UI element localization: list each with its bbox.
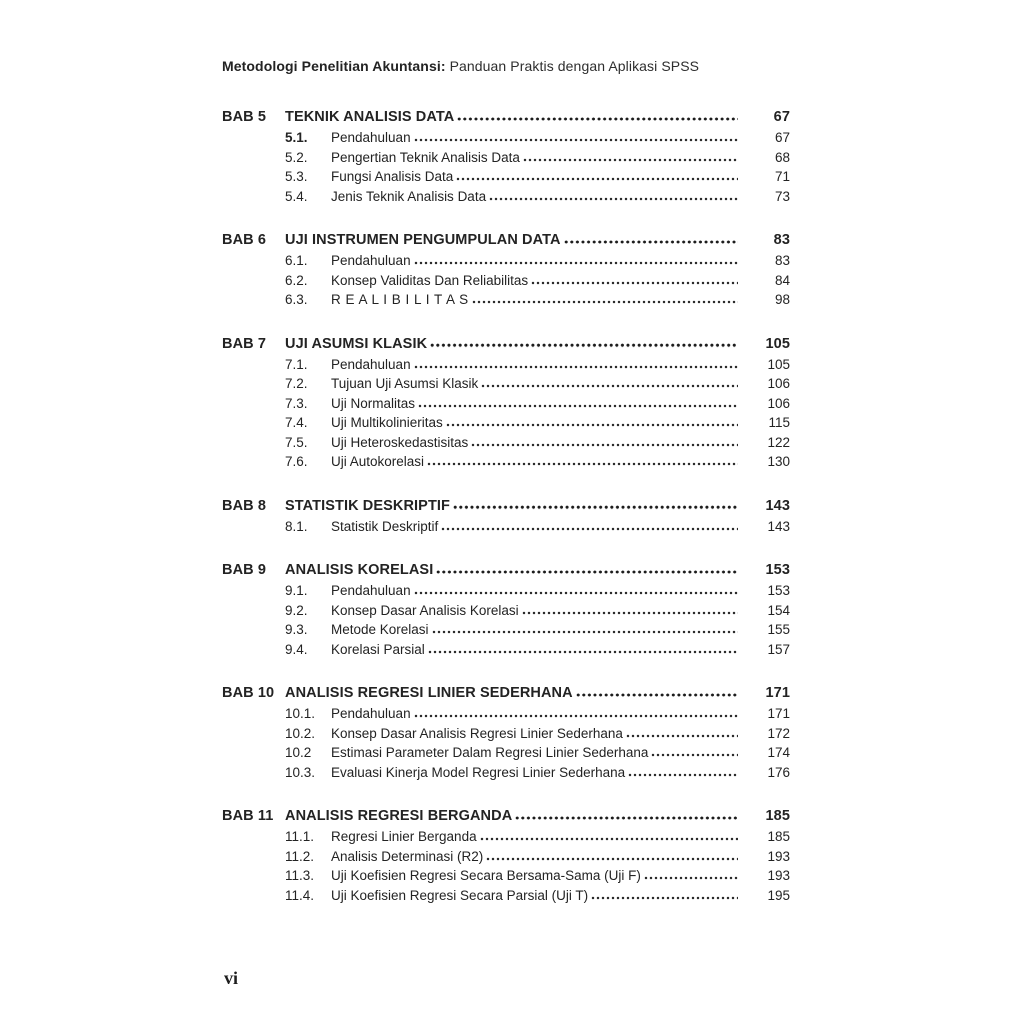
chapter-title: UJI ASUMSI KLASIK xyxy=(285,335,428,352)
table-of-contents xyxy=(222,106,790,905)
entry-title: Fungsi Analisis Data xyxy=(331,169,454,184)
entry-page-number: 122 xyxy=(767,434,790,450)
entry-title: Uji Multikolinieritas xyxy=(331,415,443,430)
dot-leader xyxy=(430,343,738,347)
toc-entry-row xyxy=(222,827,790,847)
book-subtitle: Panduan Praktis dengan Aplikasi SPSS xyxy=(445,58,700,74)
entry-number: 10.1. xyxy=(285,706,316,721)
toc-entry-row xyxy=(222,128,790,148)
entry-number: 5.3. xyxy=(285,169,308,184)
toc-entry-row xyxy=(222,763,790,783)
entry-number: 11.2. xyxy=(285,848,315,864)
page-number: vi xyxy=(224,968,239,988)
chapter-label: BAB 7 xyxy=(222,335,267,352)
entry-page-number: 172 xyxy=(767,725,790,741)
chapter-title: ANALISIS KORELASI xyxy=(285,562,434,578)
entry-title: Metode Korelasi xyxy=(331,622,429,637)
dot-leader xyxy=(414,714,738,718)
dot-leader xyxy=(436,570,738,574)
chapter-page-number: 67 xyxy=(773,109,790,125)
entry-title: Jenis Teknik Analisis Data xyxy=(331,188,487,204)
toc-entry-row xyxy=(222,433,790,453)
chapter-title: UJI INSTRUMEN PENGUMPULAN DATA xyxy=(285,232,561,248)
dot-leader xyxy=(523,158,738,162)
toc-chapter-row xyxy=(222,495,790,517)
toc-entry-row xyxy=(222,620,790,640)
dot-leader xyxy=(626,734,738,738)
dot-leader xyxy=(418,404,738,408)
entry-page-number: 68 xyxy=(774,149,790,165)
dot-leader xyxy=(651,753,738,757)
chapter-page-number: 143 xyxy=(765,497,790,514)
entry-title: Korelasi Parsial xyxy=(331,641,425,657)
entry-number: 8.1. xyxy=(285,518,308,534)
dot-leader xyxy=(414,261,738,265)
toc-entry-row xyxy=(222,251,790,271)
toc-entry-row xyxy=(222,847,790,867)
toc-entry-row xyxy=(222,640,790,660)
toc-entry-row xyxy=(222,394,790,414)
toc-chapter-row xyxy=(222,333,790,355)
dot-leader xyxy=(489,197,738,201)
entry-page-number: 106 xyxy=(767,376,790,391)
entry-number: 6.2. xyxy=(285,272,308,288)
entry-page-number: 176 xyxy=(767,764,790,780)
toc-chapter xyxy=(222,333,790,472)
chapter-label: BAB 9 xyxy=(222,562,267,578)
entry-number: 7.2. xyxy=(285,376,308,391)
entry-title: Analisis Determinasi (R2) xyxy=(331,848,484,864)
entry-number: 7.4. xyxy=(285,415,308,430)
entry-number: 7.1. xyxy=(285,356,308,372)
entry-number: 6.1. xyxy=(285,253,308,268)
entry-number: 10.2. xyxy=(285,725,316,741)
entry-page-number: 67 xyxy=(774,130,790,145)
chapter-title: ANALISIS REGRESI BERGANDA xyxy=(285,808,513,824)
chapter-label: BAB 5 xyxy=(222,109,267,125)
toc-entry-row xyxy=(222,517,790,537)
entry-page-number: 155 xyxy=(767,622,790,637)
chapter-page-number: 185 xyxy=(765,808,790,824)
toc-entry-row xyxy=(222,581,790,601)
toc-entry-row xyxy=(222,866,790,886)
entry-title: Uji Autokorelasi xyxy=(331,454,425,469)
entry-page-number: 195 xyxy=(767,887,790,903)
entry-page-number: 83 xyxy=(774,253,790,268)
entry-number: 9.3. xyxy=(285,622,308,637)
dot-leader xyxy=(564,240,738,244)
entry-title: Uji Koefisien Regresi Secara Parsial (Uji T) xyxy=(331,887,589,903)
entry-title: Pendahuluan xyxy=(331,583,411,598)
entry-number: 10.2 xyxy=(285,745,312,760)
toc-entry-row xyxy=(222,355,790,375)
entry-page-number: 84 xyxy=(774,272,790,288)
dot-leader xyxy=(441,527,738,531)
entry-title: Uji Normalitas xyxy=(331,395,416,411)
entry-page-number: 157 xyxy=(767,641,790,657)
dot-leader xyxy=(591,896,738,900)
toc-chapter xyxy=(222,682,790,782)
entry-title: Uji Koefisien Regresi Secara Bersama-Sama (Uji F) xyxy=(331,868,641,883)
entry-number: 9.4. xyxy=(285,641,308,657)
toc-entry-row xyxy=(222,167,790,187)
entry-page-number: 98 xyxy=(774,292,790,307)
entry-number: 7.6. xyxy=(285,454,308,469)
toc-chapter xyxy=(222,495,790,537)
chapter-title: TEKNIK ANALISIS DATA xyxy=(285,109,455,125)
entry-number: 5.2. xyxy=(285,149,308,165)
toc-chapter xyxy=(222,805,790,905)
dot-leader xyxy=(628,773,738,777)
entry-page-number: 185 xyxy=(767,829,790,844)
running-header xyxy=(222,58,699,74)
toc-entry-row xyxy=(222,601,790,621)
entry-page-number: 73 xyxy=(774,188,790,204)
dot-leader xyxy=(486,857,738,861)
dot-leader xyxy=(522,611,738,615)
entry-title: Konsep Dasar Analisis Regresi Linier Sederhana xyxy=(331,725,623,741)
entry-page-number: 193 xyxy=(767,868,790,883)
dot-leader xyxy=(472,300,738,304)
dot-leader xyxy=(480,837,738,841)
dot-leader xyxy=(515,816,738,820)
dot-leader xyxy=(428,650,738,654)
toc-entry-row xyxy=(222,271,790,291)
dot-leader xyxy=(481,384,738,388)
toc-chapter-row xyxy=(222,805,790,827)
entry-page-number: 174 xyxy=(767,745,790,760)
chapter-label: BAB 10 xyxy=(222,685,275,701)
chapter-page-number: 153 xyxy=(765,562,790,578)
entry-title: Pendahuluan xyxy=(331,253,411,268)
toc-entry-row xyxy=(222,187,790,207)
entry-title: Evaluasi Kinerja Model Regresi Linier Sederhana xyxy=(331,764,626,780)
entry-title: Konsep Validitas Dan Reliabilitas xyxy=(331,272,529,288)
entry-title: Uji Heteroskedastisitas xyxy=(331,434,469,450)
entry-number: 5.4. xyxy=(285,188,308,204)
toc-entry-row xyxy=(222,886,790,906)
chapter-page-number: 105 xyxy=(765,335,790,352)
dot-leader xyxy=(644,876,738,880)
toc-chapter xyxy=(222,229,790,310)
dot-leader xyxy=(446,423,738,427)
chapter-page-number: 171 xyxy=(765,685,790,701)
dot-leader xyxy=(456,177,738,181)
entry-number: 11.1. xyxy=(285,829,315,844)
entry-title: R E A L I B I L I T A S xyxy=(331,292,469,307)
dot-leader xyxy=(414,591,738,595)
entry-number: 10.3. xyxy=(285,764,316,780)
entry-number: 9.1. xyxy=(285,583,308,598)
dot-leader xyxy=(576,693,738,697)
toc-entry-row xyxy=(222,148,790,168)
entry-number: 7.5. xyxy=(285,434,308,450)
dot-leader xyxy=(414,138,738,142)
chapter-page-number: 83 xyxy=(773,232,790,248)
entry-number: 9.2. xyxy=(285,602,308,618)
entry-title: Estimasi Parameter Dalam Regresi Linier Sederhana xyxy=(331,745,649,760)
toc-chapter-row xyxy=(222,229,790,251)
toc-entry-row xyxy=(222,704,790,724)
toc-chapter-row xyxy=(222,682,790,704)
entry-page-number: 115 xyxy=(768,415,790,430)
chapter-title: ANALISIS REGRESI LINIER SEDERHANA xyxy=(285,685,573,701)
dot-leader xyxy=(453,505,738,509)
dot-leader xyxy=(457,117,738,121)
book-title: Metodologi Penelitian Akuntansi: xyxy=(222,58,446,74)
entry-title: Tujuan Uji Asumsi Klasik xyxy=(331,376,479,391)
entry-number: 11.4. xyxy=(285,887,315,903)
dot-leader xyxy=(531,281,738,285)
toc-chapter-row xyxy=(222,559,790,581)
entry-title: Pendahuluan xyxy=(331,130,411,145)
toc-entry-row xyxy=(222,724,790,744)
entry-page-number: 153 xyxy=(767,583,790,598)
entry-number: 7.3. xyxy=(285,395,308,411)
entry-page-number: 71 xyxy=(774,169,790,184)
entry-title: Pendahuluan xyxy=(331,706,411,721)
entry-title: Pengertian Teknik Analisis Data xyxy=(331,149,520,165)
entry-page-number: 106 xyxy=(767,395,790,411)
entry-title: Pendahuluan xyxy=(331,356,411,372)
entry-number: 6.3. xyxy=(285,292,308,307)
dot-leader xyxy=(427,462,738,466)
entry-page-number: 193 xyxy=(767,848,790,864)
toc-entry-row xyxy=(222,743,790,763)
toc-entry-row xyxy=(222,452,790,472)
chapter-label: BAB 11 xyxy=(222,808,274,824)
chapter-label: BAB 8 xyxy=(222,497,267,514)
entry-title: Konsep Dasar Analisis Korelasi xyxy=(331,602,519,618)
toc-chapter xyxy=(222,559,790,659)
entry-page-number: 171 xyxy=(767,706,790,721)
dot-leader xyxy=(414,365,738,369)
toc-entry-row xyxy=(222,374,790,394)
toc-entry-row xyxy=(222,413,790,433)
entry-title: Regresi Linier Berganda xyxy=(331,829,477,844)
chapter-label: BAB 6 xyxy=(222,232,267,248)
toc-chapter-row xyxy=(222,106,790,128)
chapter-title: STATISTIK DESKRIPTIF xyxy=(285,497,450,514)
entry-title: Statistik Deskriptif xyxy=(331,518,439,534)
dot-leader xyxy=(432,630,738,634)
toc-chapter xyxy=(222,106,790,206)
entry-page-number: 130 xyxy=(767,454,790,469)
entry-number: 11.3. xyxy=(285,868,315,883)
entry-page-number: 105 xyxy=(767,356,790,372)
entry-page-number: 143 xyxy=(767,518,790,534)
entry-page-number: 154 xyxy=(767,602,790,618)
entry-number: 5.1. xyxy=(285,130,308,145)
toc-entry-row xyxy=(222,290,790,310)
dot-leader xyxy=(471,443,738,447)
